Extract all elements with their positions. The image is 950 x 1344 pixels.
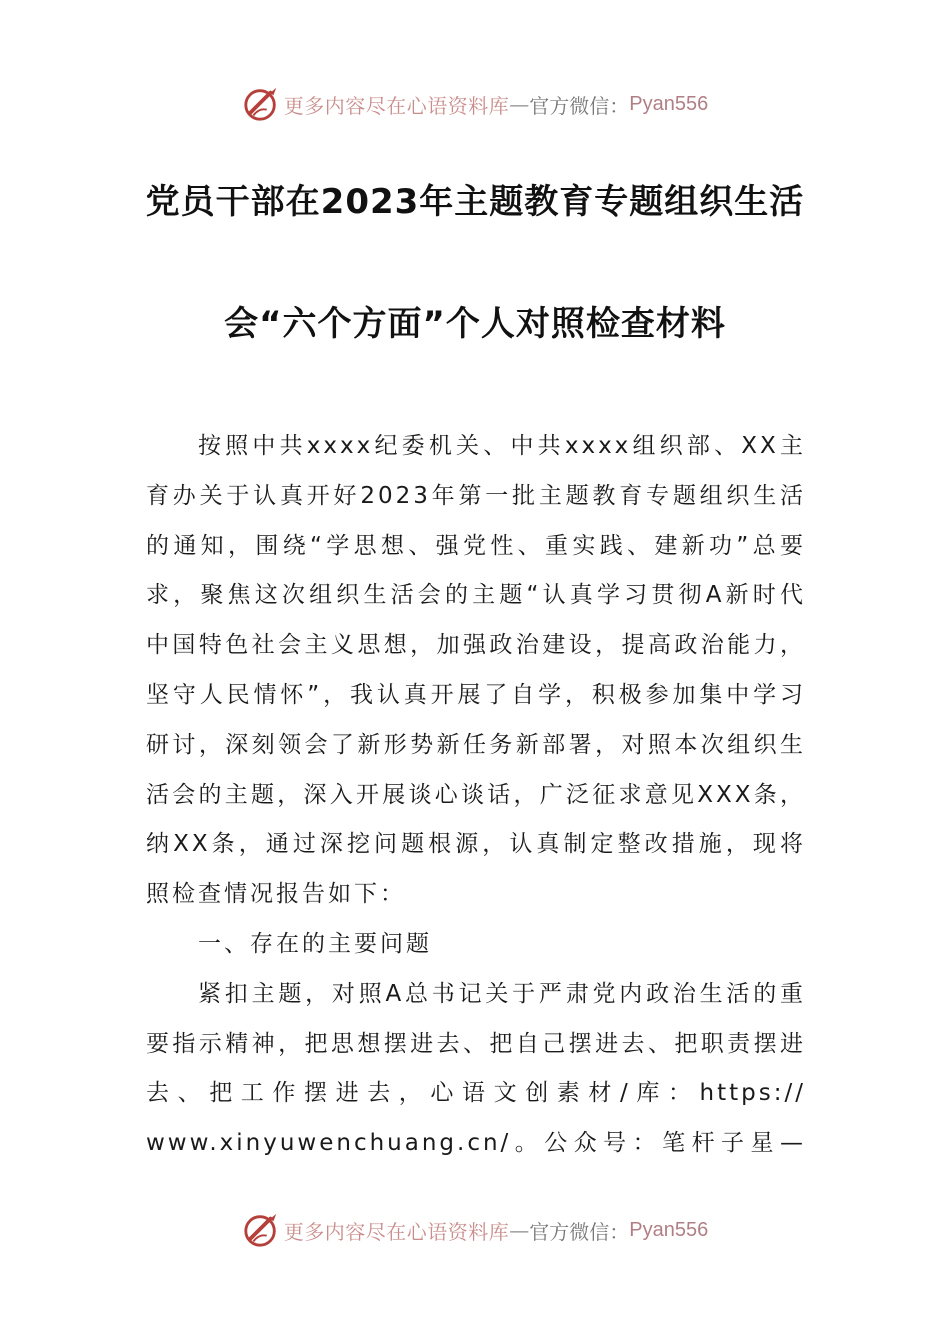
- paragraph-line: 按照中共xxxx纪委机关、中共xxxx组织部、XX主: [198, 433, 806, 459]
- banner-wechat-id: Pyan556: [629, 1218, 709, 1241]
- banner-separator: —: [509, 92, 530, 116]
- banner-wechat-label: 官方微信：: [529, 1219, 630, 1244]
- document-body: [146, 422, 806, 1169]
- paragraph-line: 要指示精神，把思想摆进去、把自己摆进去、把职责摆进: [146, 1030, 806, 1057]
- paragraph-line: 育办关于认真开好2023年第一批主题教育专题组织生活: [146, 482, 806, 509]
- paragraph-line: 坚守人民情怀”，我认真开展了自学，积极参加集中学习: [146, 681, 806, 708]
- paragraph-line: 求，聚焦这次组织生活会的主题“认真学习贯彻A新时代: [146, 582, 806, 609]
- banner-wechat-id: Pyan556: [629, 92, 709, 115]
- section-heading: 一、存在的主要问题: [198, 930, 432, 957]
- banner-text: 更多内容尽在心语资料库: [283, 1219, 510, 1244]
- paragraph-line: 纳XX条，通过深挖问题根源，认真制定整改措施，现将: [146, 831, 806, 858]
- paragraph-line: 中国特色社会主义思想，加强政治建设，提高政治能力，: [146, 632, 806, 659]
- pen-logo-icon: [242, 1211, 280, 1249]
- footer-banner: [0, 1208, 950, 1252]
- paragraph-line: 活会的主题，深入开展谈心谈话，广泛征求意见XXX条，: [146, 781, 806, 808]
- paragraph-line: 的通知，围绕“学思想、强党性、重实践、建新功”总要: [146, 532, 806, 559]
- document-title-line-2: 会“六个方面”个人对照检查材料: [224, 304, 726, 344]
- paragraph-line: 照检查情况报告如下：: [146, 881, 406, 908]
- pen-logo-icon: [242, 85, 280, 123]
- document-title-line-1: 党员干部在2023年主题教育专题组织生活: [145, 182, 805, 222]
- paragraph-line: 研讨，深刻领会了新形势新任务新部署，对照本次组织生: [146, 731, 806, 758]
- paragraph-line: www.xinyuwenchuang.cn/。公众号：笔杆子星—: [146, 1130, 806, 1157]
- banner-text: 更多内容尽在心语资料库: [283, 93, 510, 118]
- paragraph-line: 去、把工作摆进去，心语文创素材/库：https://: [146, 1080, 806, 1107]
- banner-wechat-label: 官方微信：: [529, 93, 630, 118]
- paragraph-line: 紧扣主题，对照A总书记关于严肃党内政治生活的重: [198, 980, 806, 1007]
- banner-separator: —: [509, 1218, 530, 1242]
- header-banner: [0, 82, 950, 126]
